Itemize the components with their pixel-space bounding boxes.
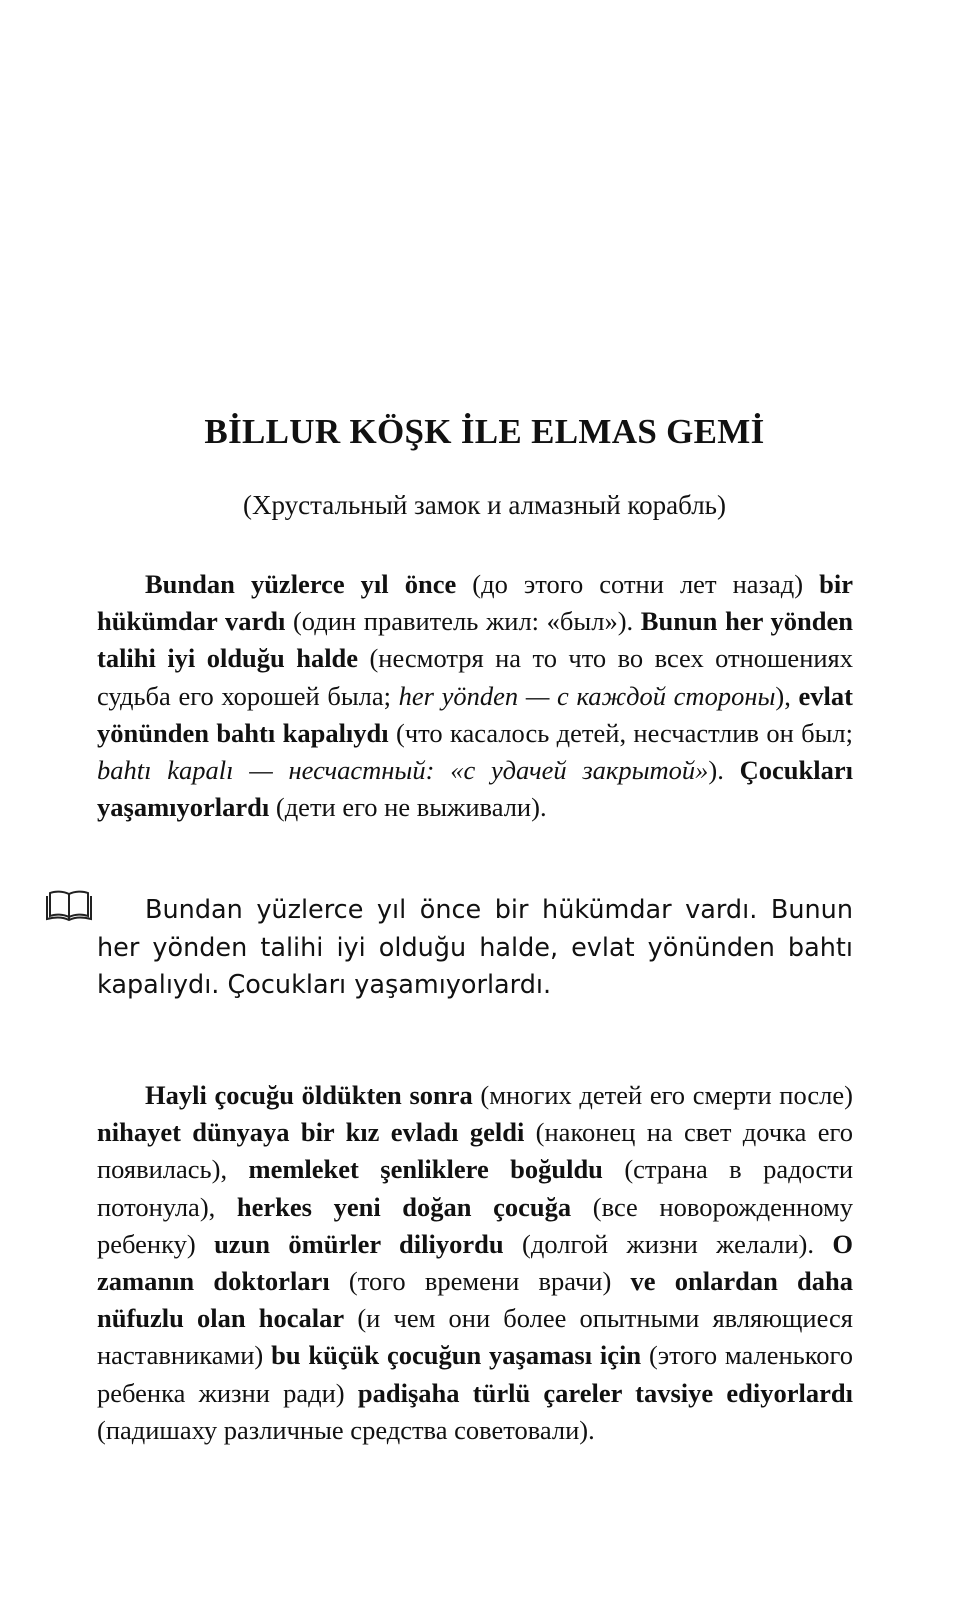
open-book-icon	[44, 888, 94, 922]
russian-translation: (долгой жизни желали).	[503, 1228, 833, 1259]
turkish-phrase: evlat yönünden bahtı kapalıydı	[97, 680, 853, 748]
turkish-phrase: bu küçük çocuğun yaşaması için	[271, 1340, 642, 1371]
russian-translation: (дети его не выживали).	[269, 792, 547, 823]
page-title: BİLLUR KÖŞK İLE ELMAS GEMİ	[204, 412, 765, 451]
turkish-phrase: Bunun her yönden talihi iyi olduğu halde	[97, 606, 853, 674]
vocabulary-note: bahtı kapalı — несчастный: «с удачей закрытой»	[97, 755, 709, 786]
russian-translation: (страна в радости потонула),	[97, 1154, 854, 1222]
russian-translation: (того времени врачи)	[329, 1266, 631, 1297]
turkish-phrase: padişaha türlü çareler tavsiye ediyorlardı	[357, 1377, 853, 1408]
turkish-phrase: nihayet dünyaya bir kız evladı geldi	[97, 1117, 525, 1148]
summary-content: Bundan yüzlerce yıl önce bir hükümdar vardı. Bunun her yönden talihi iyi olduğu halde, evlat yönünden bahtı kapalıydı. Çocukları yaşamıyorlardı.	[97, 895, 853, 1000]
turkish-phrase: bir hükümdar vardı	[97, 569, 854, 637]
turkish-phrase: memleket şenliklere boğuldu	[248, 1154, 603, 1185]
russian-translation: (падишаху различные средства советовали).	[97, 1414, 595, 1445]
russian-translation: (несмотря на то что во всех отношениях судьба его хорошей была;	[97, 643, 853, 711]
russian-translation: ).	[708, 755, 740, 786]
russian-translation: (до этого сотни лет назад)	[456, 569, 820, 599]
russian-translation: (и чем они более опытными являющиеся наставниками)	[97, 1303, 853, 1371]
turkish-phrase: O zamanın doktorları	[97, 1228, 853, 1297]
russian-translation: (многих детей его смерти после)	[472, 1080, 853, 1110]
russian-translation: (наконец на свет дочка его появилась),	[97, 1117, 853, 1185]
turkish-phrase: Hayli çocuğu öldükten sonra	[145, 1080, 473, 1110]
vocabulary-note: her yönden — с каждой стороны	[398, 680, 776, 711]
turkish-phrase: Çocukları yaşamıyorlardı	[97, 755, 853, 823]
page-subtitle: (Хрустальный замок и алмазный корабль)	[243, 490, 726, 520]
turkish-phrase: uzun ömürler diliyordu	[214, 1228, 504, 1259]
summary-text	[97, 892, 853, 1005]
turkish-phrase: herkes yeni doğan çocuğa	[236, 1191, 572, 1222]
russian-translation: (что касалось детей, несчастлив он был;	[388, 717, 853, 748]
russian-translation: (один правитель жил: «был»).	[285, 606, 641, 637]
paragraph-2	[97, 1077, 853, 1449]
russian-translation: (все новорожденному ребенку)	[97, 1191, 853, 1259]
russian-translation: ),	[775, 680, 799, 711]
turkish-phrase: ve onlardan daha nüfuzlu olan hocalar	[97, 1266, 853, 1334]
paragraph-1	[97, 566, 853, 826]
russian-translation: (этого маленького ребенка жизни ради)	[97, 1340, 853, 1408]
turkish-phrase: Bundan yüzlerce yıl önce	[145, 569, 457, 599]
